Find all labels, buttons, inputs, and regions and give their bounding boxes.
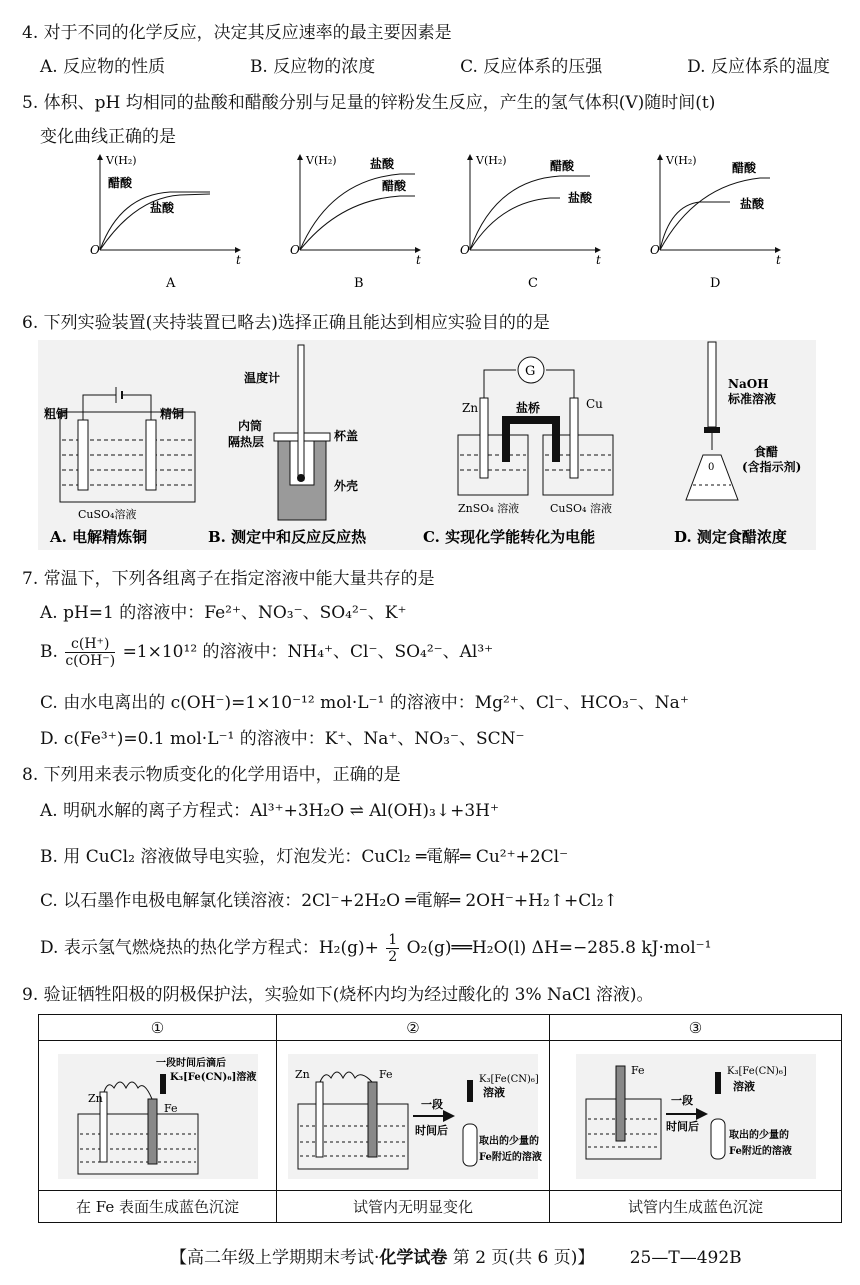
graph-a-lower: 盐酸 bbox=[150, 201, 175, 215]
q9-fig1-zn: Zn bbox=[87, 1091, 103, 1105]
fig-d-naoh1: NaOH bbox=[728, 377, 769, 391]
graph-c-origin: O bbox=[460, 243, 470, 257]
q8-option-a: A. 明矾水解的离子方程式：Al³⁺+3H₂O ⇌ Al(OH)₃↓+3H⁺ bbox=[40, 801, 499, 821]
q9-fig2-reagent1: K₃[Fe(CN)₆] bbox=[479, 1073, 539, 1085]
q9-header-3: ③ bbox=[550, 1015, 842, 1041]
q9-header-2: ② bbox=[277, 1015, 550, 1041]
q9-fig2-take1: 取出的少量的 bbox=[479, 1135, 539, 1147]
fig-c-zn: Zn bbox=[462, 401, 479, 415]
footer-code: 25—T—492B bbox=[629, 1248, 742, 1268]
footer-subject: 化学试卷 bbox=[379, 1248, 448, 1268]
graph-b bbox=[290, 154, 421, 291]
graph-d bbox=[650, 154, 781, 291]
graph-d-xlabel: t bbox=[776, 253, 781, 267]
footer-left: 【高二年级上学期期末考试· bbox=[170, 1248, 380, 1268]
graph-a-upper: 醋酸 bbox=[108, 176, 133, 190]
q9-header-1: ① bbox=[39, 1015, 277, 1041]
graph-b-origin: O bbox=[290, 243, 300, 257]
q8-d-prefix: D. 表示氢气燃烧热的热化学方程式：H₂(g)+ bbox=[40, 938, 379, 958]
q4-options bbox=[40, 52, 830, 77]
q4-option-b: B. 反应物的浓度 bbox=[249, 57, 376, 77]
q9-fig3-reagent2: 溶液 bbox=[732, 1079, 755, 1093]
q8-option-c: C. 以石墨作电极电解氯化镁溶液：2Cl⁻+2H₂O ═電解═ 2OH⁻+H₂↑+Cl₂↑ bbox=[40, 891, 618, 911]
page-footer bbox=[170, 1243, 742, 1268]
graph-c-letter: C bbox=[528, 276, 538, 291]
q9-fig1-fe: Fe bbox=[163, 1101, 178, 1115]
q9-fig3-take2: Fe附近的溶液 bbox=[728, 1145, 792, 1157]
graph-c-upper: 醋酸 bbox=[550, 159, 575, 173]
q6-figures bbox=[38, 340, 816, 550]
fig-b-insul: 隔热层 bbox=[228, 435, 265, 449]
q6-stem: 6. 下列实验装置(夹持装置已略去)选择正确且能达到相应实验目的的是 bbox=[22, 313, 550, 333]
q5-graphs bbox=[90, 150, 790, 295]
q9-table bbox=[38, 1014, 842, 1223]
fig-a-solution: CuSO₄溶液 bbox=[78, 508, 137, 521]
q8-d-num: 1 bbox=[388, 932, 398, 948]
fig-a-left: 粗铜 bbox=[44, 407, 69, 421]
footer-page: 第 2 页(共 6 页)】 bbox=[447, 1248, 595, 1268]
q9-stem: 9. 验证牺牲阳极的阴极保护法，实验如下(烧杯内均为经过酸化的 3% NaCl 溶液)。 bbox=[22, 985, 654, 1005]
q9-fig-1 bbox=[48, 1044, 268, 1184]
graph-c-xlabel: t bbox=[596, 253, 601, 267]
fig-b-inner: 内筒 bbox=[238, 419, 263, 433]
q7-option-c: C. 由水电离出的 c(OH⁻)=1×10⁻¹² mol·L⁻¹ 的溶液中：Mg²⁺、Cl⁻、HCO₃⁻、Na⁺ bbox=[40, 693, 689, 713]
q5-stem-line1: 5. 体积、pH 均相同的盐酸和醋酸分别与足量的锌粉发生反应，产生的氢气体积(V)随时间(t) bbox=[22, 93, 716, 113]
fig-d-zero: 0 bbox=[708, 462, 715, 473]
fig-a bbox=[44, 387, 195, 546]
q4-option-d: D. 反应体系的温度 bbox=[687, 57, 830, 77]
q9-fig2-fe: Fe bbox=[379, 1067, 393, 1081]
q9-fig2-take2: Fe附近的溶液 bbox=[479, 1151, 542, 1163]
q5-stem-line2: 变化曲线正确的是 bbox=[40, 127, 176, 147]
q9-fig1-note1: 一段时间后滴后 bbox=[155, 1057, 226, 1069]
q8-option-b: B. 用 CuCl₂ 溶液做导电实验，灯泡发光：CuCl₂ ═電解═ Cu²⁺+2Cl⁻ bbox=[40, 847, 569, 867]
q7-option-b bbox=[40, 636, 493, 669]
fig-c bbox=[423, 357, 613, 546]
graph-c-lower: 盐酸 bbox=[568, 191, 593, 205]
graph-a-origin: O bbox=[90, 243, 100, 257]
q9-fig3-arrow2: 时间后 bbox=[665, 1119, 699, 1133]
q7-b-rest: =1×10¹² 的溶液中：NH₄⁺、Cl⁻、SO₄²⁻、Al³⁺ bbox=[122, 642, 494, 662]
q4-stem: 4. 对于不同的化学反应，决定其反应速率的最主要因素是 bbox=[22, 23, 452, 43]
q8-option-d bbox=[40, 932, 711, 965]
fig-b-shell: 外壳 bbox=[334, 479, 359, 493]
fig-c-meter: G bbox=[525, 364, 536, 379]
q9-result-1: 在 Fe 表面生成蓝色沉淀 bbox=[39, 1191, 277, 1223]
q9-fig3-take1: 取出的少量的 bbox=[728, 1129, 789, 1141]
q4-option-a: A. 反应物的性质 bbox=[40, 57, 166, 77]
q9-result-2: 试管内无明显变化 bbox=[277, 1191, 550, 1223]
graph-b-ylabel: V(H₂) bbox=[306, 154, 337, 167]
q9-fig2-arrow1: 一段 bbox=[421, 1097, 443, 1111]
q7-stem: 7. 常温下，下列各组离子在指定溶液中能大量共存的是 bbox=[22, 569, 435, 589]
fig-c-cu: Cu bbox=[586, 397, 603, 411]
q9-fig1-note2: K₃[Fe(CN)₆]溶液 bbox=[169, 1071, 256, 1083]
graph-d-lower: 盐酸 bbox=[740, 197, 765, 211]
graph-d-ylabel: V(H₂) bbox=[666, 154, 697, 167]
graph-d-upper: 醋酸 bbox=[732, 161, 757, 175]
q8-d-fraction bbox=[386, 932, 399, 965]
fig-b-thermo: 温度计 bbox=[244, 371, 281, 385]
graph-c-ylabel: V(H₂) bbox=[476, 154, 507, 167]
q4-option-c: C. 反应体系的压强 bbox=[460, 57, 603, 77]
q7-b-fraction bbox=[65, 636, 115, 669]
q9-fig3-arrow1: 一段 bbox=[670, 1093, 693, 1107]
q9-fig2-reagent2: 溶液 bbox=[483, 1085, 505, 1099]
fig-d-vin1: 食醋 bbox=[754, 445, 779, 459]
graph-a bbox=[90, 154, 241, 291]
q9-fig3-fe: Fe bbox=[630, 1063, 645, 1077]
fig-c-bridge: 盐桥 bbox=[516, 401, 541, 415]
graph-d-origin: O bbox=[650, 243, 660, 257]
q7-option-a: A. pH=1 的溶液中：Fe²⁺、NO₃⁻、SO₄²⁻、K⁺ bbox=[40, 603, 407, 623]
fig-b-caption: B. 测定中和反应反应热 bbox=[208, 528, 367, 546]
q9-fig-3 bbox=[571, 1044, 821, 1184]
q9-fig-2 bbox=[283, 1044, 543, 1184]
graph-d-letter: D bbox=[710, 276, 721, 291]
q8-stem: 8. 下列用来表示物质变化的化学用语中，正确的是 bbox=[22, 765, 401, 785]
q9-fig3-reagent1: K₃[Fe(CN)₆] bbox=[726, 1065, 787, 1077]
graph-b-letter: B bbox=[354, 276, 364, 291]
graph-b-xlabel: t bbox=[416, 253, 421, 267]
fig-b bbox=[208, 345, 367, 546]
graph-a-ylabel: V(H₂) bbox=[106, 154, 137, 167]
q9-fig-2-cell bbox=[277, 1041, 550, 1191]
q9-fig2-zn: Zn bbox=[295, 1067, 310, 1081]
q9-fig2-arrow2: 时间后 bbox=[415, 1123, 448, 1137]
q7-option-d: D. c(Fe³⁺)=0.1 mol·L⁻¹ 的溶液中：K⁺、Na⁺、NO₃⁻、SCN⁻ bbox=[40, 729, 525, 749]
q7-b-prefix: B. bbox=[40, 642, 58, 662]
graph-b-lower: 醋酸 bbox=[382, 179, 407, 193]
q9-fig-3-cell bbox=[550, 1041, 842, 1191]
fig-d bbox=[674, 342, 801, 546]
q9-fig-1-cell bbox=[39, 1041, 277, 1191]
fig-a-caption: A. 电解精炼铜 bbox=[50, 528, 148, 546]
q8-d-rest: O₂(g)══H₂O(l) ΔH=−285.8 kJ·mol⁻¹ bbox=[406, 938, 712, 958]
graph-a-xlabel: t bbox=[236, 253, 241, 267]
fig-b-lid: 杯盖 bbox=[334, 429, 359, 443]
q7-b-den: c(OH⁻) bbox=[65, 653, 116, 669]
q7-b-num: c(H⁺) bbox=[65, 636, 115, 653]
q8-d-den: 2 bbox=[388, 949, 398, 965]
fig-c-sol1: ZnSO₄ 溶液 bbox=[458, 502, 520, 515]
fig-d-naoh2: 标准溶液 bbox=[728, 392, 777, 406]
q9-result-3: 试管内生成蓝色沉淀 bbox=[550, 1191, 842, 1223]
graph-a-letter: A bbox=[166, 276, 176, 291]
fig-c-caption: C. 实现化学能转化为电能 bbox=[423, 528, 596, 546]
fig-a-right: 精铜 bbox=[160, 407, 185, 421]
fig-d-vin2: (含指示剂) bbox=[742, 460, 802, 474]
fig-d-caption: D. 测定食醋浓度 bbox=[674, 528, 787, 546]
graph-c bbox=[460, 154, 601, 291]
graph-b-upper: 盐酸 bbox=[370, 157, 395, 171]
fig-c-sol2: CuSO₄ 溶液 bbox=[550, 502, 612, 515]
